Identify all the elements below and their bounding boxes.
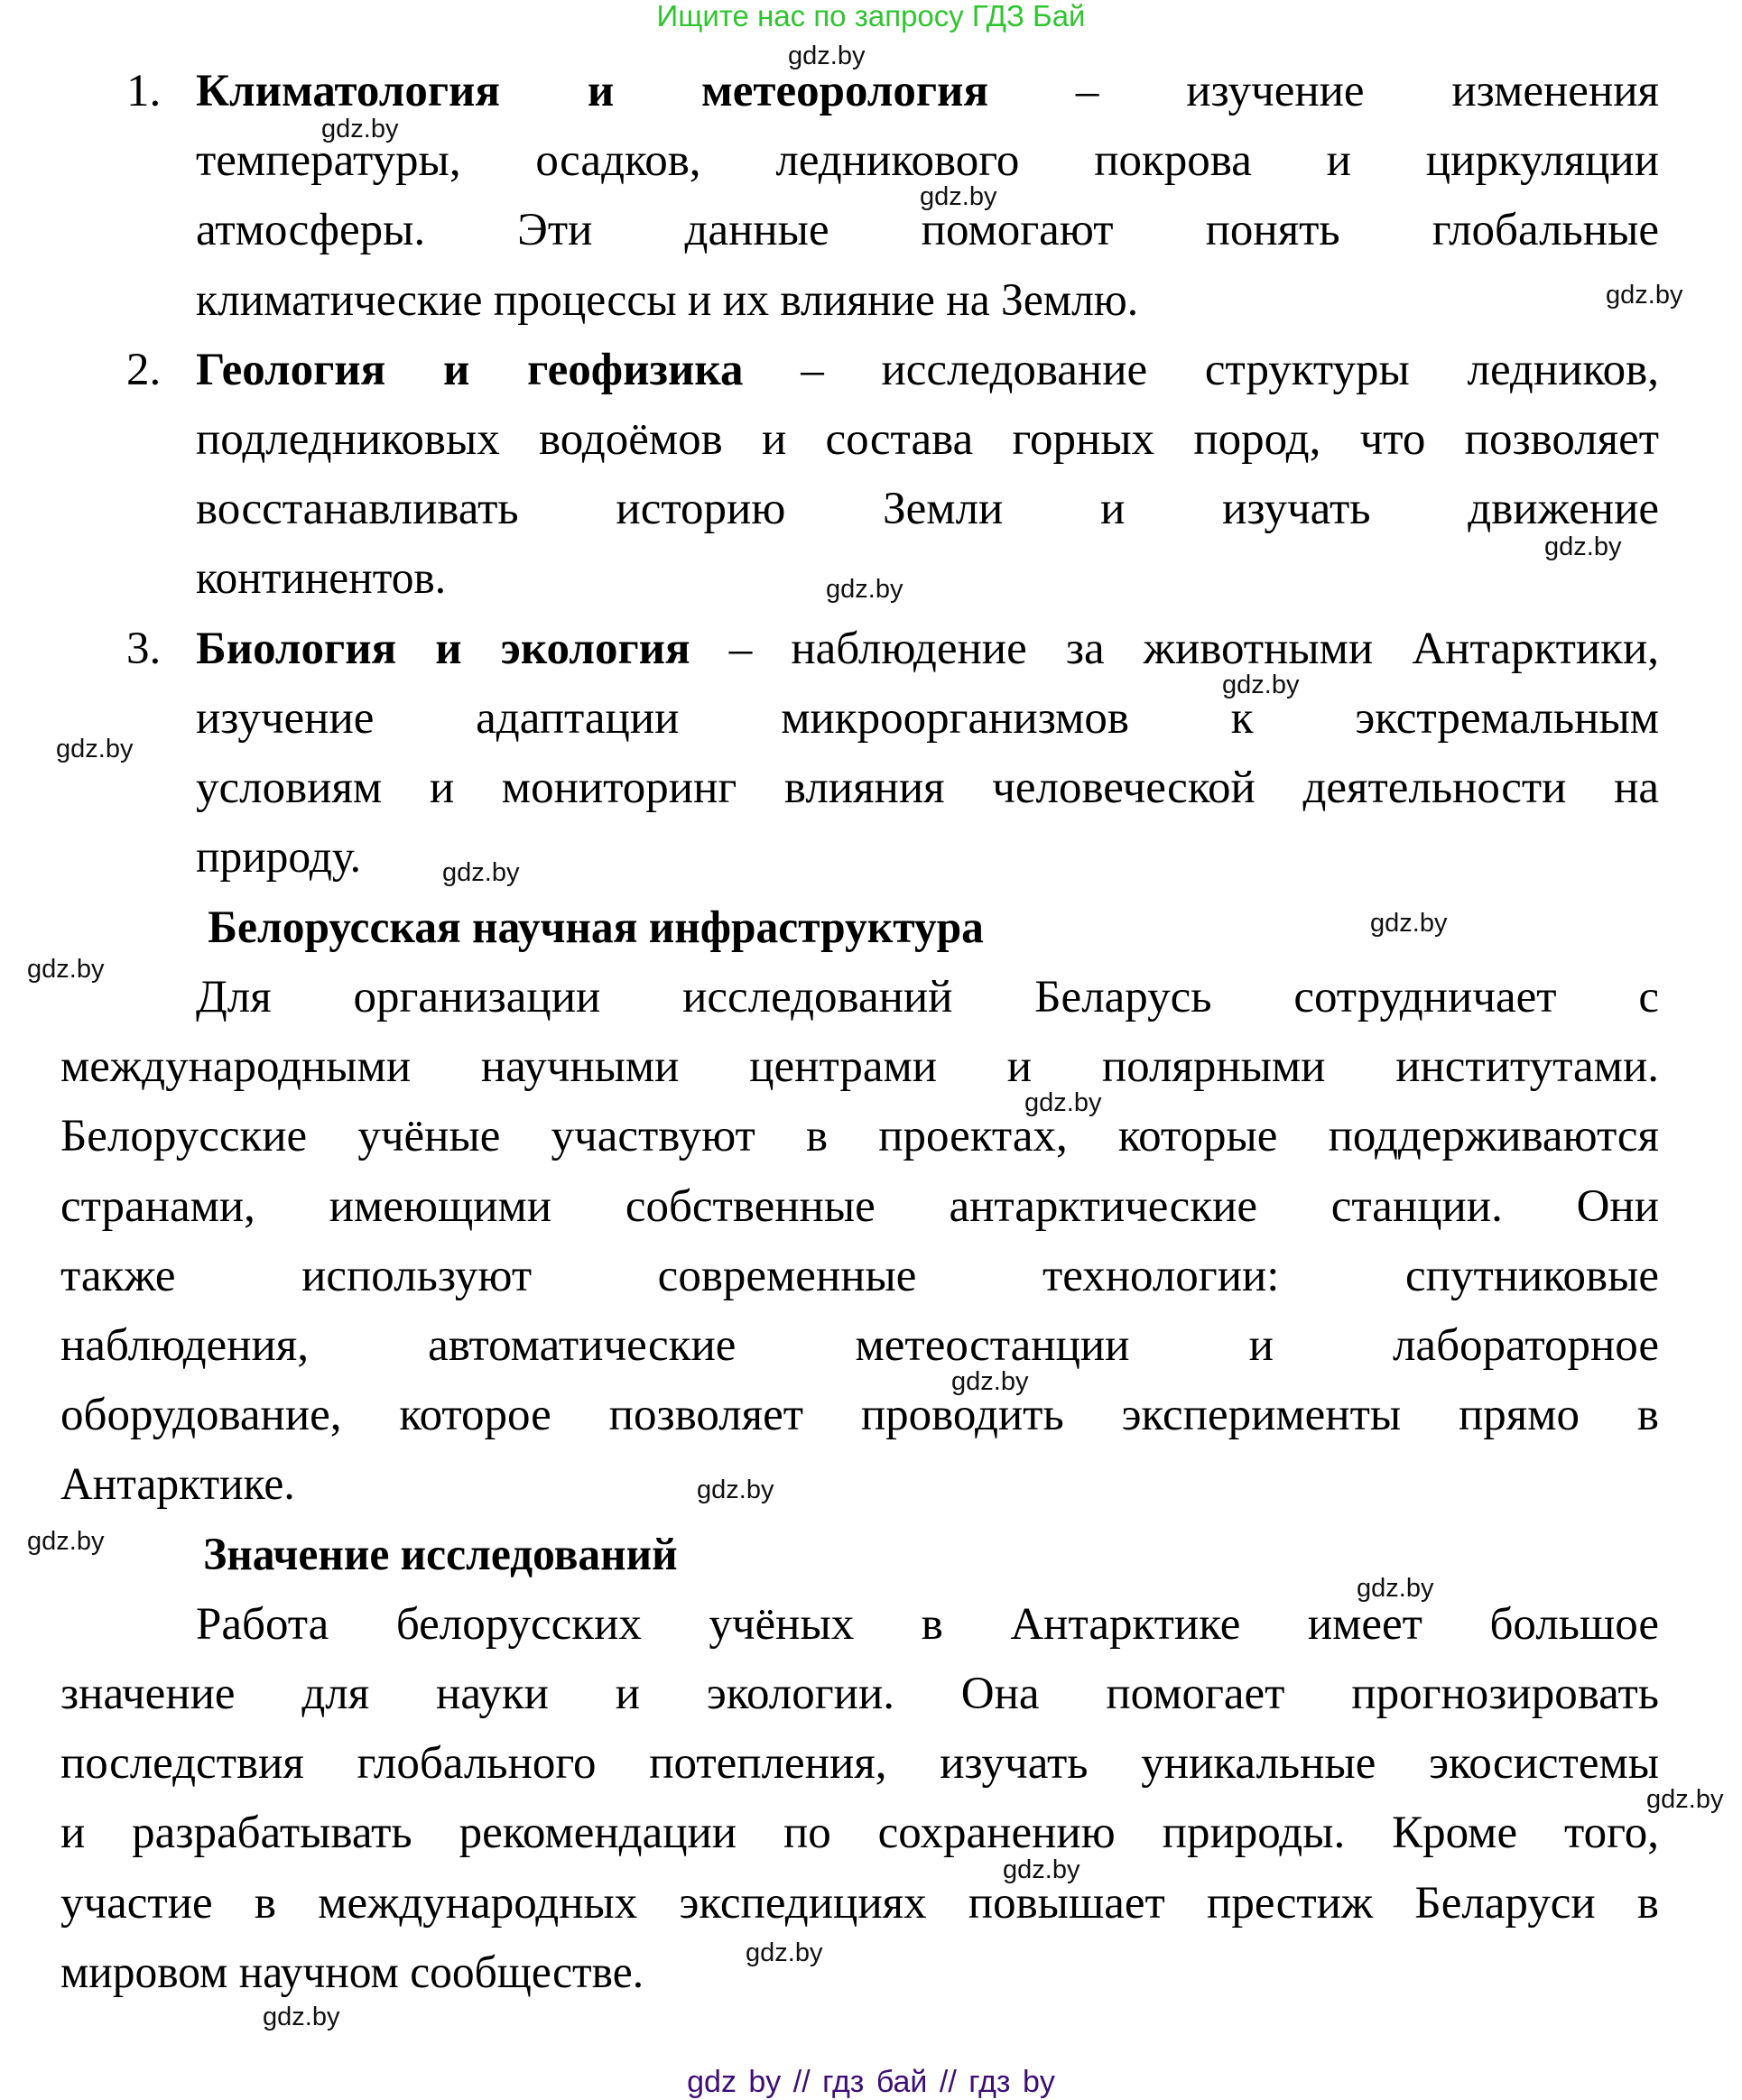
watermark: gdz.by: [263, 2003, 340, 2031]
paragraph-line: также используют современные технологии: спутниковые: [60, 1251, 1659, 1301]
list-text: – изучение изменения: [988, 66, 1659, 116]
section-heading-infrastructure: Белорусская научная инфраструктура: [208, 902, 984, 953]
watermark: gdz.by: [1357, 1574, 1434, 1603]
watermark: gdz.by: [951, 1367, 1029, 1396]
watermark: gdz.by: [746, 1938, 823, 1967]
watermark: gdz.by: [1003, 1855, 1080, 1884]
list-item-3-line-1: [196, 622, 1659, 676]
list-item-1-line-1: [196, 64, 1659, 118]
list-item-2-line-4: континентов.: [196, 553, 447, 604]
watermark: gdz.by: [826, 575, 903, 604]
list-item-3-line-3: условиям и мониторинг влияния человеческой деятельности на: [196, 763, 1659, 813]
paragraph-line: наблюдения, автоматические метеостанции и лабораторное: [60, 1320, 1659, 1371]
list-item-3-line-4: природу.: [196, 832, 362, 883]
paragraph-line: Белорусские учёные участвуют в проектах, которые поддерживаются: [60, 1111, 1659, 1161]
watermark: gdz.by: [56, 735, 134, 763]
watermark: gdz.by: [1646, 1785, 1724, 1814]
list-item-2-line-3: восстанавливать историю Земли и изучать движение: [196, 484, 1659, 534]
list-item-3-line-2: изучение адаптации микроорганизмов к экстремальным: [196, 693, 1659, 744]
list-text: – наблюдение за животными Антарктики,: [690, 624, 1659, 674]
watermark: gdz.by: [1544, 532, 1622, 561]
watermark: gdz.by: [1370, 909, 1448, 938]
list-item-2-line-1: [196, 343, 1659, 397]
paragraph-line: Работа белорусских учёных в Антарктике имеет большое: [196, 1599, 1659, 1650]
paragraph-line: участие в международных экспедициях повышает престиж Беларуси в: [60, 1878, 1659, 1929]
watermark: gdz.by: [697, 1476, 774, 1504]
list-item-2-line-2: подледниковых водоёмов и состава горных пород, что позволяет: [196, 414, 1659, 465]
watermark: gdz.by: [788, 42, 866, 70]
paragraph-line: и разрабатывать рекомендации по сохранению природы. Кроме того,: [60, 1808, 1659, 1858]
watermark: gdz.by: [1222, 671, 1300, 699]
watermark: gdz.by: [27, 1527, 105, 1556]
paragraph-line: Антарктике.: [60, 1459, 295, 1510]
watermark: gdz.by: [27, 955, 105, 984]
list-item-1-line-4: климатические процессы и их влияние на Землю.: [196, 275, 1139, 326]
paragraph-line: последствия глобального потепления, изучать уникальные экосистемы: [60, 1738, 1659, 1789]
list-text: – исследование структуры ледников,: [743, 345, 1659, 395]
list-number-2: 2.: [126, 345, 162, 395]
list-number-1: 1.: [126, 66, 162, 116]
paragraph-line: странами, имеющими собственные антарктические станции. Они: [60, 1181, 1659, 1232]
watermark: gdz.by: [321, 115, 399, 143]
watermark: gdz.by: [920, 182, 997, 211]
list-term-1: Климатология и метеорология: [196, 66, 989, 116]
watermark: gdz.by: [442, 858, 520, 887]
paragraph-line: оборудование, которое позволяет проводить эксперименты прямо в: [60, 1390, 1659, 1440]
paragraph-line: мировом научном сообществе.: [60, 1947, 644, 1998]
footer-links[interactable]: gdz by // гдз бай // гдз by: [687, 2065, 1055, 2099]
section-heading-significance: Значение исследований: [203, 1530, 678, 1580]
watermark: gdz.by: [1606, 281, 1683, 310]
paragraph-line: международными научными центрами и полярными институтами.: [60, 1041, 1659, 1092]
watermark: gdz.by: [1024, 1088, 1102, 1117]
paragraph-line: Для организации исследований Беларусь сотрудничает с: [196, 972, 1659, 1022]
search-banner[interactable]: Ищите нас по запросу ГДЗ Бай: [656, 0, 1086, 32]
list-number-3: 3.: [126, 624, 162, 674]
list-item-1-line-2: температуры, осадков, ледникового покрова и циркуляции: [196, 135, 1659, 186]
list-term-3: Биология и экология: [196, 624, 690, 674]
paragraph-line: значение для науки и экологии. Она помогает прогнозировать: [60, 1669, 1659, 1719]
list-term-2: Геология и геофизика: [196, 345, 744, 395]
list-item-1-line-3: атмосферы. Эти данные помогают понять глобальные: [196, 205, 1659, 255]
